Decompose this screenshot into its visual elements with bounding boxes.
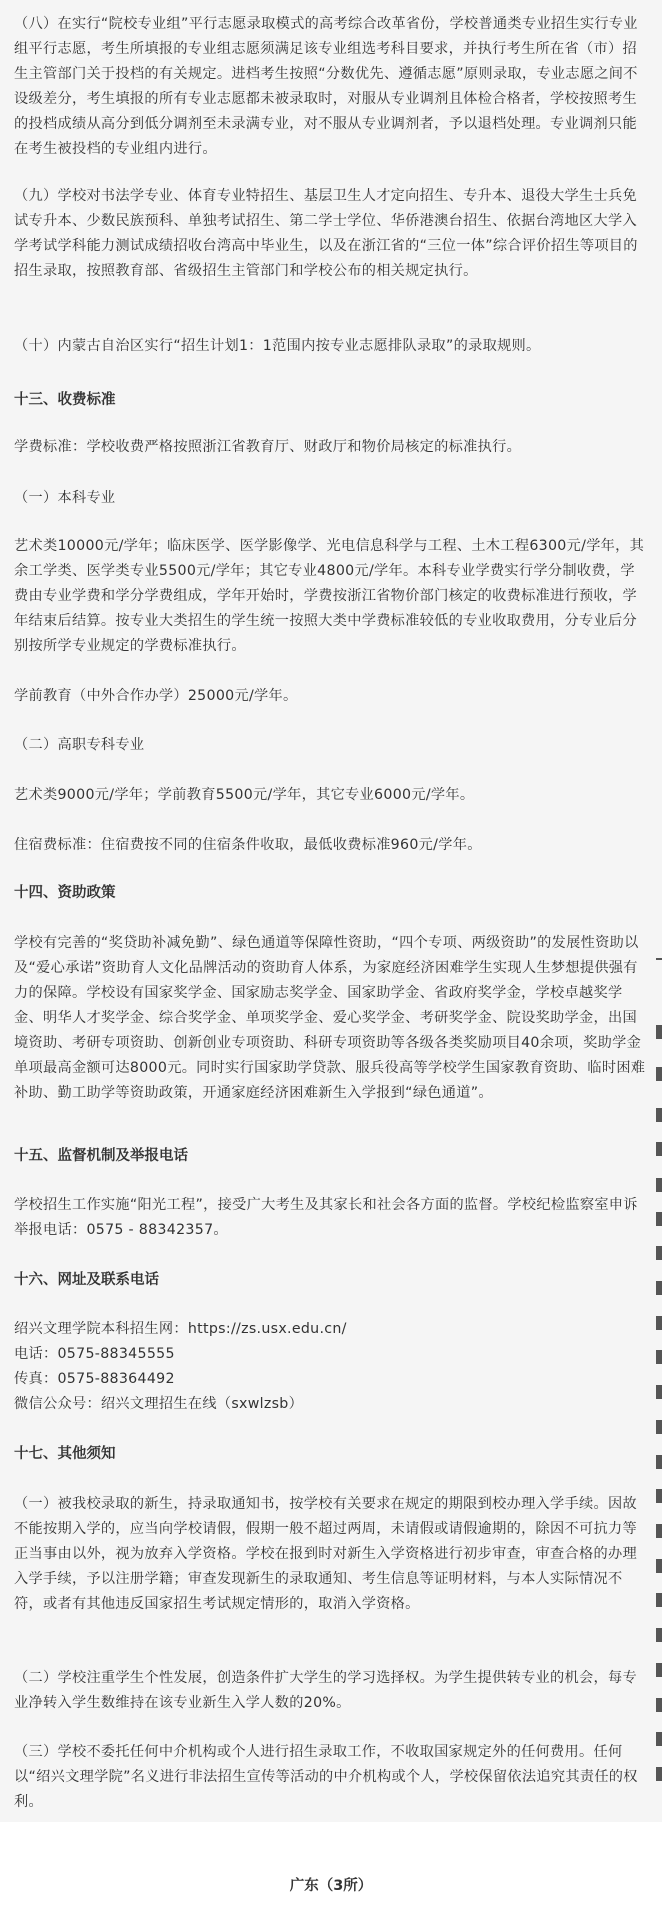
preschool-fee-text: 学前教育（中外合作办学）25000元/学年。	[14, 688, 298, 704]
paragraph-9-text: （九）学校对书法学专业、体育专业特招生、基层卫生人才定向招生、专升本、退役大学生士兵免试专升本、少数民族预科、单独考试招生、第二学士学位、华侨港澳台招生、依据台湾地区大学入学考试学科能力测试成绩招收台湾高中毕业生，以及在浙江省的“三位一体”综合评价招生等项目的招生录取，按照教育部、省级招生主管部门和学校公布的相关规定执行。	[14, 188, 638, 279]
scroll-marker	[656, 1142, 662, 1156]
undergrad-fees-text: 艺术类10000元/学年；临床医学、医学影像学、光电信息科学与工程、土木工程6300元/学年，其余工学类、医学类专业5500元/学年；其它专业4800元/学年。本科专业学费实行学分制收费，学费由专业学费和学分学费组成，学年开始时，学费按浙江省物价部门核定的收费标准进行预收，学年结束后结算。按专业大类招生的学生统一按照大类中学费标准较低的专业收取费用，分专业后分别按所学专业规定的学费标准执行。	[14, 538, 645, 654]
scroll-marker	[656, 1628, 662, 1642]
section-14-heading	[14, 882, 648, 904]
scroll-marker	[656, 1281, 662, 1295]
contact-website[interactable]: 绍兴文理学院本科招生网：https://zs.usx.edu.cn/	[14, 1321, 347, 1337]
vocational-heading	[14, 733, 648, 758]
scroll-marker	[656, 1212, 662, 1226]
notice-1-text: （一）被我校录取的新生，持录取通知书，按学校有关要求在规定的期限到校办理入学手续。因故不能按期入学的，应当向学校请假，假期一般不超过两周，未请假或请假逾期的，除因不可抗力等正当事由以外，视为放弃入学资格。学校在报到时对新生入学资格进行初步审查，审查合格的办理入学手续，予以注册学籍；审查发现新生的录取通知、考生信息等证明材料，与本人实际情况不符，或者有其他违反国家招生考试规定情形的，取消入学资格。	[14, 1496, 637, 1612]
section-17-title: 十七、其他须知	[14, 1446, 116, 1462]
scroll-marker	[656, 1455, 662, 1469]
aid-policy	[14, 931, 648, 1106]
scroll-marker	[656, 1385, 662, 1399]
scroll-marker	[656, 1350, 662, 1364]
notice-2-text: （二）学校注重学生个性发展，创造条件扩大学生的学习选择权。为学生提供转专业的机会，每专业净转入学生数维持在该专业新生入学人数的20%。	[14, 1670, 637, 1711]
supervision-text: 学校招生工作实施“阳光工程”，接受广大考生及其家长和社会各方面的监督。学校纪检监察室申诉举报电话：0575 - 88342357。	[14, 1197, 638, 1238]
notice-2	[14, 1666, 648, 1716]
scroll-marker	[656, 1732, 662, 1746]
fee-intro	[14, 435, 648, 460]
fee-intro-text: 学费标准：学校收费严格按照浙江省教育厅、财政厅和物价局核定的标准执行。	[14, 439, 522, 455]
scroll-marker	[656, 1067, 662, 1081]
contact-info	[14, 1317, 648, 1417]
aid-policy-text: 学校有完善的“奖贷助补减免勤”、绿色通道等保障性资助，“四个专项、两级资助”的发展性资助以及“爱心承诺”资助育人文化品牌活动的资助育人体系，为家庭经济困难学生实现人生梦想提供强有力的保障。学校设有国家奖学金、国家励志奖学金、国家助学金、省政府奖学金，学校卓越奖学金、明华人才奖学金、综合奖学金、单项奖学金、爱心奖学金、考研奖学金、院设奖助学金，出国境资助、考研专项资助、创新创业专项资助、科研专项资助等各级各类奖励项目40余项，奖助学金单项最高金额可达8000元。同时实行国家助学贷款、服兵役高等学校学生国家教育资助、临时困难补助、勤工助学等资助政策，开通家庭经济困难新生入学报到“绿色通道”。	[14, 935, 646, 1101]
scroll-marker	[656, 1559, 662, 1573]
undergrad-heading	[14, 486, 648, 511]
scroll-marker	[656, 1593, 662, 1607]
contact-fax: 传真：0575-88364492	[14, 1371, 175, 1387]
paragraph-8	[14, 12, 648, 162]
supervision	[14, 1193, 648, 1243]
vocational-heading-text: （二）高职专科专业	[14, 737, 145, 753]
section-14-title: 十四、资助政策	[14, 885, 116, 901]
section-16-title: 十六、网址及联系电话	[14, 1272, 159, 1288]
section-15-heading	[14, 1145, 648, 1167]
undergrad-fees	[14, 534, 648, 659]
scroll-marker	[656, 1767, 662, 1781]
scroll-marker	[656, 1178, 662, 1192]
section-15-title: 十五、监督机制及举报电话	[14, 1148, 188, 1164]
scroll-marker	[656, 1108, 662, 1122]
contact-phone: 电话：0575-88345555	[14, 1346, 175, 1362]
region-heading: 广东（3所）	[289, 1878, 373, 1894]
contact-wechat: 微信公众号：绍兴文理招生在线（sxwlzsb）	[14, 1396, 304, 1412]
paragraph-9	[14, 184, 648, 284]
section-16-heading	[14, 1269, 648, 1291]
scroll-marker	[656, 1420, 662, 1434]
notice-3-text: （三）学校不委托任何中介机构或个人进行招生录取工作，不收取国家规定外的任何费用。任何以“绍兴文理学院”名义进行非法招生宣传等活动的中介机构或个人，学校保留依法追究其责任的权利。	[14, 1744, 638, 1810]
vocational-fees	[14, 783, 648, 808]
scroll-marker	[656, 1489, 662, 1503]
scroll-marker	[656, 1025, 662, 1039]
undergrad-heading-text: （一）本科专业	[14, 490, 116, 506]
scroll-marker	[656, 1524, 662, 1538]
preschool-fee	[14, 684, 648, 709]
paragraph-10	[14, 334, 648, 359]
dorm-fee-text: 住宿费标准：住宿费按不同的住宿条件收取，最低收费标准960元/学年。	[14, 837, 482, 853]
scroll-marker	[656, 958, 662, 960]
dorm-fee	[14, 833, 648, 858]
paragraph-8-text: （八）在实行“院校专业组”平行志愿录取模式的高考综合改革省份，学校普通类专业招生实行专业组平行志愿，考生所填报的专业组志愿须满足该专业组选考科目要求，并执行考生所在省（市）招生主管部门关于投档的有关规定。进档考生按照“分数优先、遵循志愿”原则录取，专业志愿之间不设级差分，考生填报的所有专业志愿都未被录取时，对服从专业调剂且体检合格者，学校按照考生的投档成绩从高分到低分调剂至未录满专业，对不服从专业调剂者，予以退档处理。专业调剂只能在考生被投档的专业组内进行。	[14, 16, 638, 157]
scroll-marker	[656, 1246, 662, 1260]
vocational-fees-text: 艺术类9000元/学年；学前教育5500元/学年，其它专业6000元/学年。	[14, 787, 475, 803]
section-13-heading	[14, 389, 648, 411]
notice-1	[14, 1492, 648, 1617]
section-13-title: 十三、收费标准	[14, 392, 116, 408]
scroll-marker	[656, 1663, 662, 1677]
paragraph-10-text: （十）内蒙古自治区实行“招生计划1：1范围内按专业志愿排队录取”的录取规则。	[14, 338, 541, 354]
scroll-marker	[656, 1698, 662, 1712]
notice-3	[14, 1740, 648, 1815]
section-17-heading	[14, 1443, 648, 1465]
scroll-marker	[656, 1316, 662, 1330]
